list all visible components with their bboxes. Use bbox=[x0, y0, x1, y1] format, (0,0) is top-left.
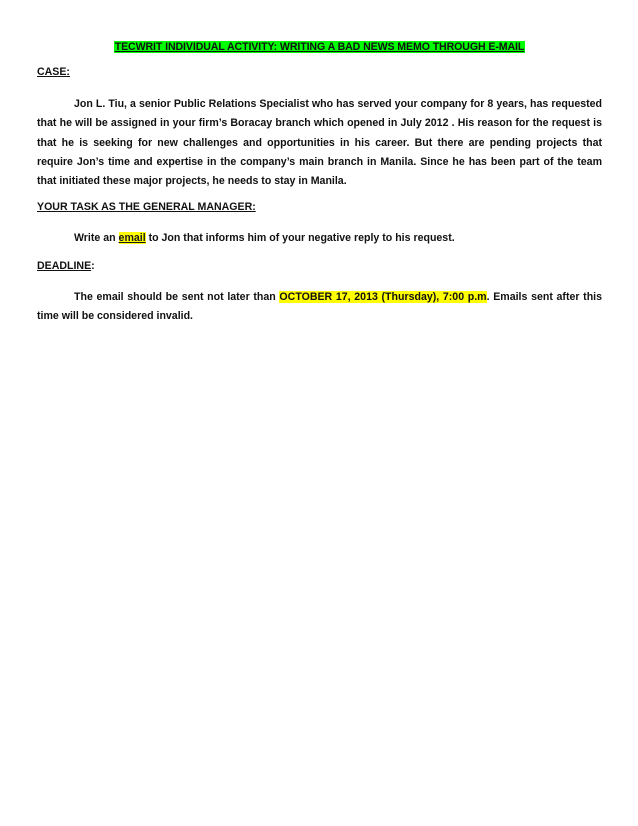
title-row bbox=[37, 38, 602, 57]
deadline-heading-row bbox=[37, 257, 602, 276]
task-paragraph bbox=[37, 229, 602, 248]
document-title: TECWRIT INDIVIDUAL ACTIVITY: WRITING A BAD NEWS MEMO THROUGH E-MAIL bbox=[114, 41, 525, 53]
deadline-paragraph bbox=[37, 288, 602, 327]
deadline-text-after: . Emails sent after this time will be considered invalid. bbox=[37, 291, 602, 323]
task-text-before: Write an bbox=[74, 232, 119, 245]
task-email-highlight: email bbox=[118, 232, 146, 245]
deadline-date-highlight: OCTOBER 17, 2013 (Thursday), 7:00 p.m bbox=[279, 291, 487, 304]
deadline-heading: DEADLINE bbox=[37, 259, 92, 272]
case-heading: CASE: bbox=[37, 66, 70, 79]
case-paragraph: Jon L. Tiu, a senior Public Relations Specialist who has served your company for 8 years, has requested that he will be assigned in your firm’s Boracay branch which opened in July 2012 . His reason for the request is that he is seeking for new challenges and opportunities in his career. But there are pending projects that require Jon’s time and expertise in the company’s main branch in Manila. Since he has been part of the team that initiated these major projects, he needs to stay in Manila. bbox=[37, 97, 602, 188]
document-body bbox=[37, 38, 602, 331]
deadline-colon: : bbox=[91, 259, 95, 272]
task-text-after: to Jon that informs him of your negative reply to his request. bbox=[145, 232, 455, 245]
deadline-text-before: The email should be sent not later than bbox=[74, 291, 280, 304]
task-heading: YOUR TASK AS THE GENERAL MANAGER: bbox=[37, 200, 256, 213]
